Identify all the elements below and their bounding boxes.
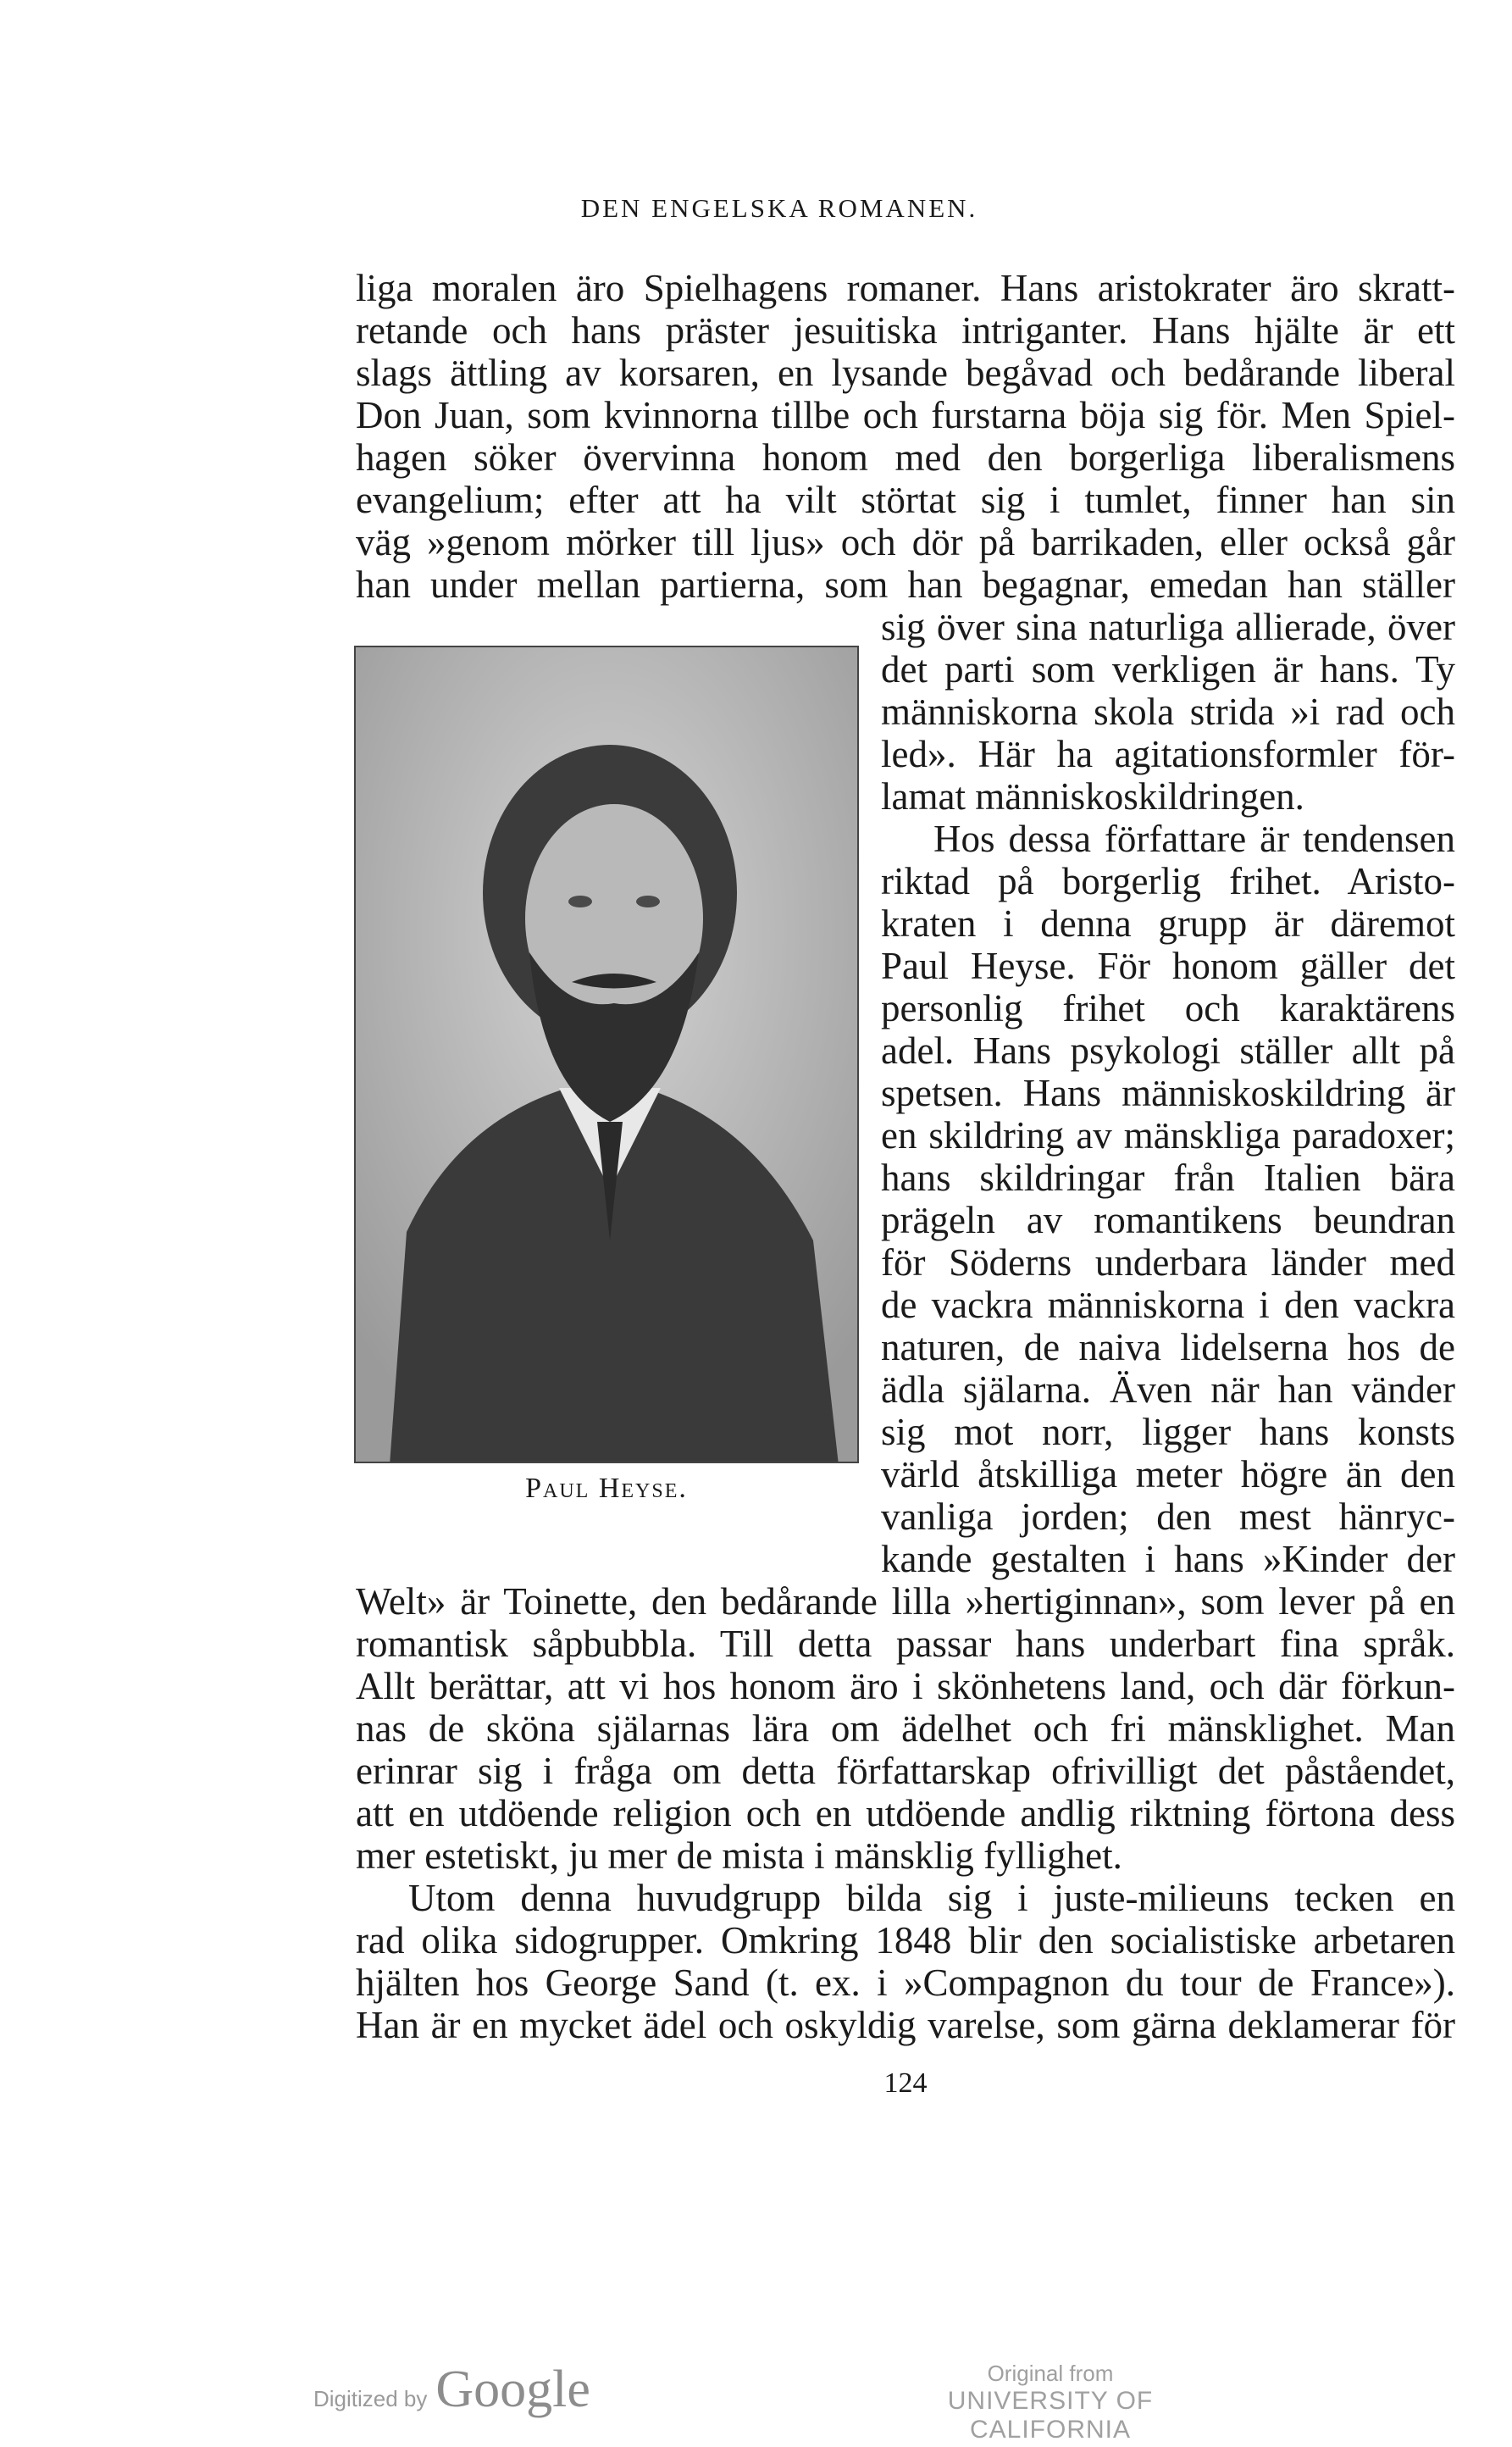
body-line: romantisk såpbubbla. Till detta passar hans underbart fina språk. [356, 1623, 1455, 1665]
body-line: för Söderns underbara länder med [881, 1241, 1455, 1284]
digitized-by-mark [313, 2360, 590, 2420]
portrait-photo [354, 646, 859, 1463]
running-header: DEN ENGELSKA ROMANEN. [580, 193, 978, 223]
page-number: 124 [883, 2067, 928, 2099]
body-line: de vackra människorna i den vackra [881, 1284, 1455, 1326]
body-line: att en utdöende religion och en utdöende andlig riktning förtona dess [356, 1792, 1455, 1834]
body-line: retande och hans präster jesuitiska intriganter. Hans hjälte är ett [356, 309, 1455, 352]
body-line: personlig frihet och karaktärens [881, 987, 1455, 1029]
body-line: hans skildringar från Italien bära [881, 1157, 1455, 1199]
body-line: prägeln av romantikens beundran [881, 1199, 1455, 1241]
body-line: liga moralen äro Spielhagens romaner. Hans aristokrater äro skratt- [356, 267, 1455, 309]
body-line: slags ättling av korsaren, en lysande begåvad och bedårande liberal [356, 352, 1455, 394]
original-from-mark [898, 2361, 1203, 2444]
body-line: evangelium; efter att ha vilt störtat sig i tumlet, finner han sin [356, 479, 1455, 521]
body-line: väg »genom mörker till ljus» och dör på barrikaden, eller också går [356, 521, 1455, 563]
body-line: Hos dessa författare är tendensen [933, 818, 1455, 860]
body-line: vanliga jorden; den mest hänryc- [881, 1495, 1455, 1538]
body-line: värld åtskilliga meter högre än den [881, 1453, 1455, 1495]
body-line: rad olika sidogrupper. Omkring 1848 blir den socialistiske arbetaren [356, 1919, 1455, 1961]
body-line: kande gestalten i hans »Kinder der [881, 1538, 1455, 1580]
body-line: sig mot norr, ligger hans konsts [881, 1411, 1455, 1453]
body-line: erinrar sig i fråga om detta författarskap ofrivilligt det påståendet, [356, 1750, 1455, 1792]
body-line: mer estetiskt, ju mer de mista i mänsklig fyllighet. [356, 1834, 1122, 1877]
body-line: Han är en mycket ädel och oskyldig varelse, som gärna deklamerar för [356, 2004, 1455, 2046]
body-line: Utom denna huvudgrupp bilda sig i juste-milieuns tecken en [408, 1877, 1455, 1919]
body-line: Welt» är Toinette, den bedårande lilla »hertiginnan», som lever på en [356, 1580, 1455, 1623]
body-line: lamat människoskildringen. [881, 775, 1304, 818]
body-line: Paul Heyse. För honom gäller det [881, 945, 1455, 987]
body-line: riktad på borgerlig frihet. Aristo- [881, 860, 1455, 902]
body-line: kraten i denna grupp är däremot [881, 902, 1455, 945]
body-line: naturen, de naiva lidelserna hos de [881, 1326, 1455, 1368]
body-line: sig över sina naturliga allierade, över [881, 606, 1455, 648]
institution-name: UNIVERSITY OF CALIFORNIA [947, 2387, 1154, 2444]
body-line: ädla själarna. Även när han vänder [881, 1368, 1455, 1411]
digitized-label: Digitized by [313, 2386, 428, 2411]
body-line: människorna skola strida »i rad och [881, 691, 1455, 733]
body-line: led». Här ha agitationsformler för- [881, 733, 1455, 775]
body-line: en skildring av mänskliga paradoxer; [881, 1114, 1455, 1157]
body-line: hjälten hos George Sand (t. ex. i »Compagnon du tour de France»). [356, 1961, 1455, 2004]
body-line: spetsen. Hans människoskildring är [881, 1072, 1455, 1114]
body-line: Don Juan, som kvinnorna tillbe och furstarna böja sig för. Men Spiel- [356, 394, 1455, 436]
body-line: Allt berättar, att vi hos honom äro i skönhetens land, och där förkun- [356, 1665, 1455, 1707]
original-from-label: Original from [987, 2361, 1114, 2386]
body-line: det parti som verkligen är hans. Ty [881, 648, 1455, 691]
body-line: adel. Hans psykologi ställer allt på [881, 1029, 1455, 1072]
figure-caption: Paul Heyse. [525, 1473, 688, 1504]
body-line: han under mellan partierna, som han begagnar, emedan han ställer [356, 563, 1455, 606]
body-line: nas de sköna själarnas lära om ädelhet och fri mänsklighet. Man [356, 1707, 1455, 1750]
body-line: hagen söker övervinna honom med den borgerliga liberalismens [356, 436, 1455, 479]
portrait-illustration [356, 647, 859, 1463]
google-logo: Google [435, 2361, 590, 2418]
